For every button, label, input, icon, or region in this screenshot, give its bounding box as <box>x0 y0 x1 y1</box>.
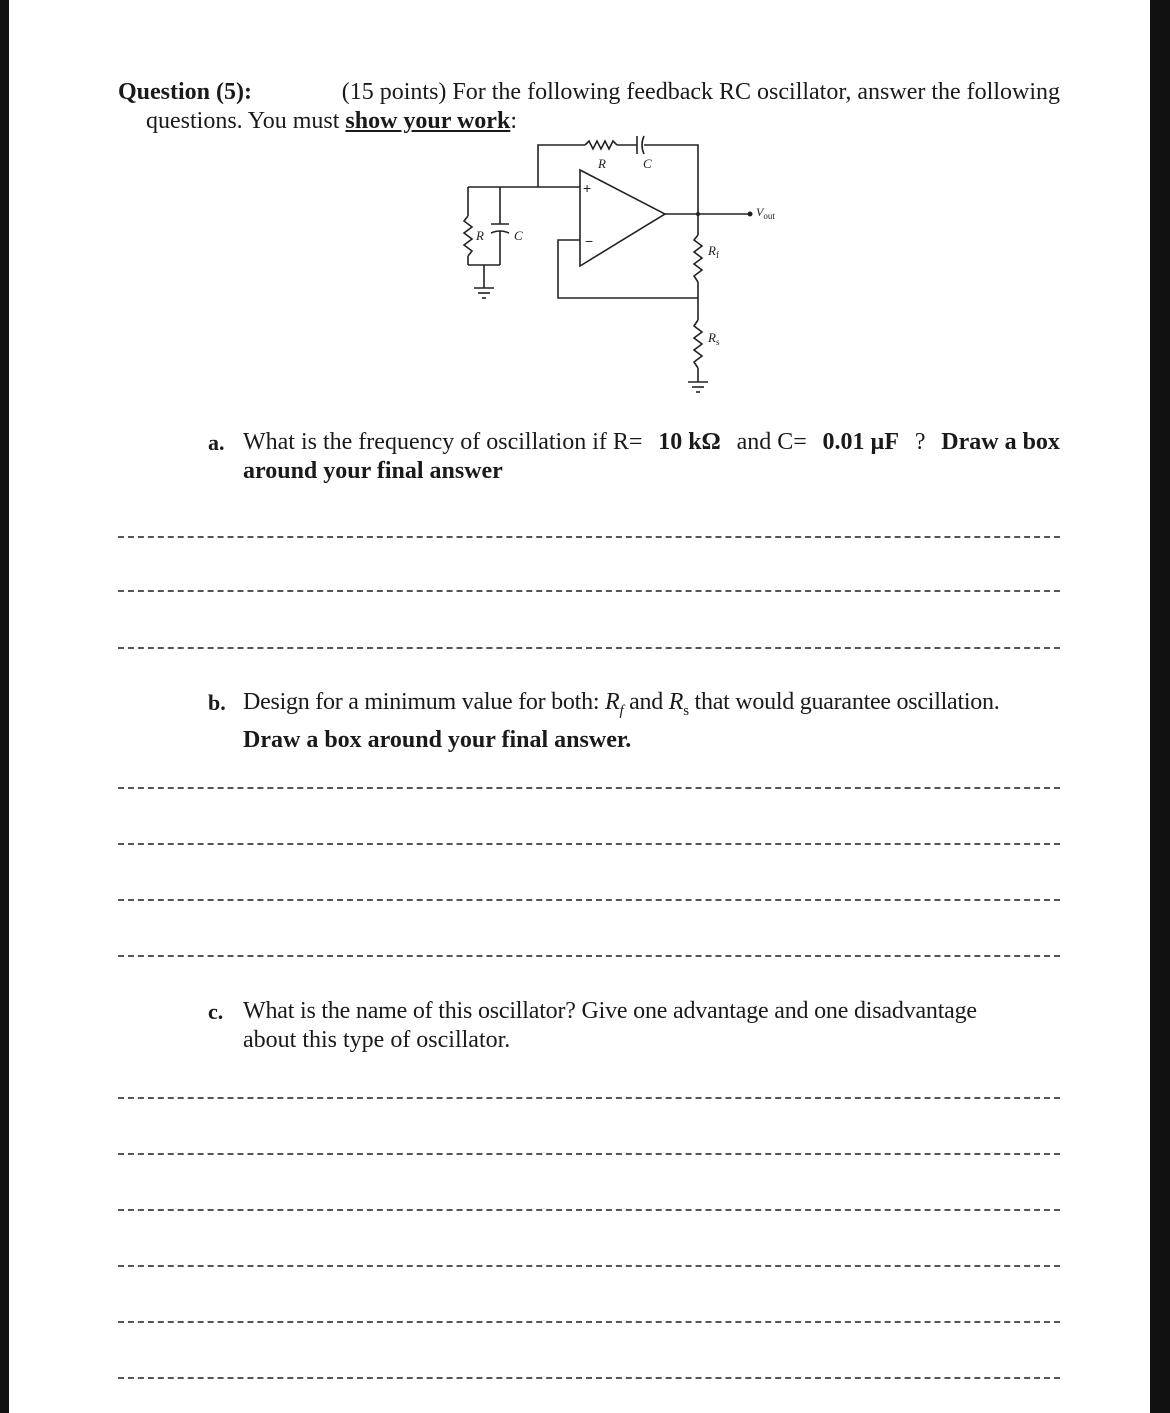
vout-symbol: V <box>756 205 764 219</box>
rf-symbol: R <box>708 243 716 258</box>
answer-line-b-3[interactable] <box>118 899 1060 901</box>
part-a-c-value: 0.01 µF <box>822 429 900 455</box>
answer-line-c-2[interactable] <box>118 1153 1060 1155</box>
question-line2-suffix: : <box>510 108 517 134</box>
part-b-rs-symbol: R <box>668 689 684 715</box>
answer-line-a-3[interactable] <box>118 647 1060 649</box>
rs-label <box>707 330 720 347</box>
part-a-question-mark: ? <box>914 429 926 455</box>
part-a-line-2: around your final answer <box>243 458 503 484</box>
op-amp-plus-sign: + <box>583 180 592 196</box>
wire-c-to-output <box>644 145 698 214</box>
part-a-text-mid: and C= <box>736 429 807 455</box>
ground-symbol-rs <box>688 382 708 392</box>
wire-top-left <box>538 145 585 187</box>
part-b-and: and <box>623 689 669 715</box>
op-amp-minus-sign: − <box>585 233 594 249</box>
part-b <box>208 688 1060 755</box>
rs-resistor-zigzag <box>694 320 702 368</box>
rs-subscript: s <box>715 337 720 347</box>
part-a <box>208 428 1060 486</box>
answer-line-c-5[interactable] <box>118 1321 1060 1323</box>
question-header <box>118 78 1060 136</box>
answer-line-a-1[interactable] <box>118 536 1060 538</box>
part-b-rf-symbol: R <box>605 689 620 715</box>
part-a-line-1 <box>243 428 1060 457</box>
page-edge-right <box>1150 0 1170 1413</box>
series-capacitor-plate-2 <box>642 136 644 154</box>
vout-label <box>756 205 775 221</box>
series-c-label: C <box>643 156 652 171</box>
part-a-draw-box: Draw a box <box>941 429 1060 455</box>
shunt-c-label: C <box>514 228 523 243</box>
part-a-letter: a. <box>208 430 225 455</box>
part-b-line-2: Draw a box around your final answer. <box>243 726 632 753</box>
shunt-resistor-zigzag <box>464 216 472 256</box>
question-line2-prefix: questions. You must <box>146 108 340 134</box>
part-c-line-2: about this type of oscillator. <box>243 1027 511 1053</box>
op-amp-triangle <box>580 170 665 266</box>
part-c-letter: c. <box>208 999 224 1024</box>
question-label: Question (5): <box>118 79 252 105</box>
rf-subscript: f <box>715 250 719 260</box>
question-line-1 <box>118 78 1060 107</box>
part-a-text-pre: What is the frequency of oscillation if R= <box>243 429 643 455</box>
output-terminal-dot <box>748 212 753 217</box>
part-b-text-pre: Design for a minimum value for both: <box>243 689 606 715</box>
answer-line-b-2[interactable] <box>118 843 1060 845</box>
rf-resistor-zigzag <box>694 235 702 282</box>
junction-dot-output <box>696 212 700 216</box>
part-b-line-1 <box>243 688 1060 726</box>
rs-symbol: R <box>708 330 716 345</box>
series-r-label: R <box>598 156 606 171</box>
question-intro: (15 points) For the following feedback RC oscillator, answer the following <box>341 79 1060 105</box>
vout-subscript: out <box>763 211 775 221</box>
page-edge-left <box>0 0 9 1413</box>
answer-line-b-1[interactable] <box>118 787 1060 789</box>
shunt-r-label: R <box>476 228 484 243</box>
series-resistor-zigzag <box>585 141 617 149</box>
part-c <box>208 997 1060 1055</box>
answer-line-c-6[interactable] <box>118 1377 1060 1379</box>
wire-minus-input <box>558 240 698 298</box>
part-b-text-post: that would guarantee oscillation. <box>688 689 1000 715</box>
answer-line-c-1[interactable] <box>118 1097 1060 1099</box>
answer-line-c-4[interactable] <box>118 1265 1060 1267</box>
answer-line-b-4[interactable] <box>118 955 1060 957</box>
part-c-line-1: What is the name of this oscillator? Give one advantage and one disadvantage <box>243 998 977 1024</box>
answer-line-a-2[interactable] <box>118 590 1060 592</box>
show-your-work-emphasis: show your work <box>345 108 511 134</box>
part-b-rf-subscript: f <box>619 702 624 719</box>
ground-symbol-left <box>474 288 494 298</box>
answer-line-c-3[interactable] <box>118 1209 1060 1211</box>
part-b-rs-subscript: s <box>683 702 689 719</box>
part-a-r-value: 10 kΩ <box>658 429 721 455</box>
wien-bridge-circuit-diagram <box>440 130 800 402</box>
rf-label <box>707 243 719 260</box>
part-b-letter: b. <box>208 690 226 715</box>
